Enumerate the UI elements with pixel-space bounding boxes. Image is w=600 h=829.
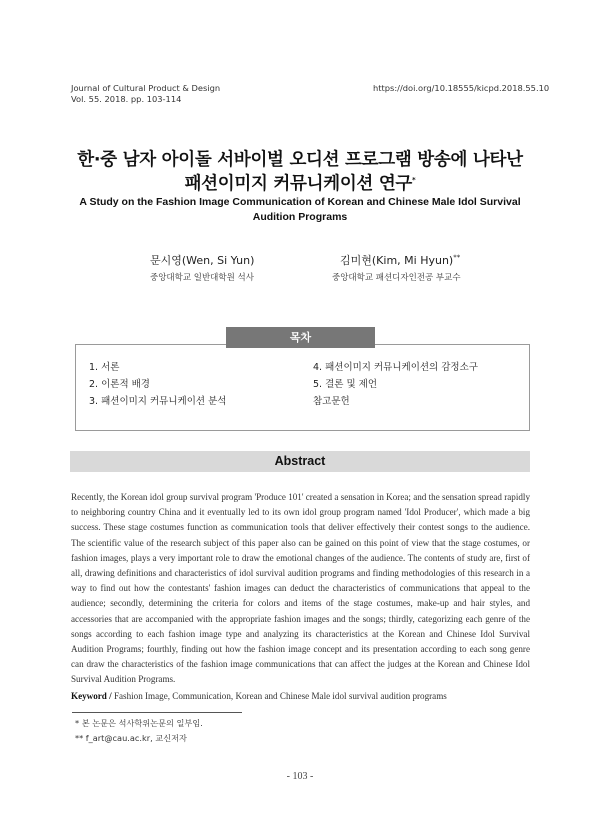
title-korean-line2-wrap [0,170,600,195]
journal-name: Journal of Cultural Product & Design [71,83,221,93]
footnote-2 [75,733,187,744]
author-2-footnote-mark: ** [453,253,461,262]
page-number: - 103 - [286,771,314,782]
toc-item-intro: 1. 서론 [89,362,120,373]
footnote-divider [72,712,242,713]
title-english: A Study on the Fashion Image Communication of Korean and Chinese Male Idol Survival Audition Programs [79,196,521,223]
footnote-1-text: 본 논문은 석사학위논문의 일부임. [81,718,203,728]
title-footnote-mark: * [412,176,416,185]
title-korean-line1: 한·중 남자 아이돌 서바이벌 오디션 프로그램 방송에 나타난 [77,150,523,170]
volume-pages: Vol. 55. 2018. pp. 103-114 [71,94,182,104]
keyword-text: Fashion Image, Communication, Korean and Chinese Male idol survival audition programs [113,691,447,701]
footnote-2-text: f_art@cau.ac.kr, 교신저자 [85,733,187,743]
footnote-1 [75,718,203,729]
toc-item-conclusion: 5. 결론 및 제언 [313,379,378,390]
abstract-body: Recently, the Korean idol group survival program 'Produce 101' created a sensation in Korea; and the sensation spread rapidly to neighboring country China and it eventually led to its own idol group program named 'Idol Producer', which made a big success. These stage costumes function as communication tools that deliver effectively their contest songs to the audience. The scientific value of the research subject of this paper also can be gained on this point of view that the stage costumes, or fashion images, plays a very important role to draw the emotional changes of the audience. The contents of study are, first of all, drawing definitions and characteristics of idol survival audition programs and finding methodologies of this research in a way to find out how the contestants' fashion images can deduct the characteristics of communications that appeal to the audience; secondly, determining the criteria for colors and items of the stage costumes, make-up and hair styles, and accessories that are accompanied with the appropriate fashion images and the songs; thirdly, categorizing each genre of the songs according to each fashion image type and analyzing its characteristics at the Korean and Chinese Idol Survival Audition Programs; fourthly, finding out how the fashion image concept and its presentation according to each song genre can draw the characteristics of the fashion image communications that can affect the judges at the Korean and Chinese Idol Survival Audition Programs. [71,492,530,685]
author-1-affiliation: 중앙대학교 일반대학원 석사 [150,273,254,283]
author-2-name: 김미현(Kim, Mi Hyun) [340,254,454,267]
toc-item-references: 참고문헌 [313,396,350,407]
keyword-label: Keyword / [71,691,112,701]
doi-link[interactable]: https://doi.org/10.18555/kicpd.2018.55.10 [373,83,550,93]
keyword-line [71,691,541,701]
abstract-heading-bar [70,451,530,472]
toc-item-theory: 2. 이론적 배경 [89,379,150,390]
author-1-name: 문시영(Wen, Si Yun) [150,254,255,267]
author-2-affiliation: 중앙대학교 패션디자인전공 부교수 [332,273,461,283]
footnote-2-mark: ** [75,733,84,743]
toc-label: 목차 [226,327,375,348]
toc-item-emotion: 4. 패션이미지 커뮤니케이션의 감정소구 [313,362,478,373]
footnote-1-mark: * [75,718,80,728]
abstract-heading: Abstract [274,454,326,468]
author-2-name-wrap [340,252,460,268]
toc-item-analysis: 3. 패션이미지 커뮤니케이션 분석 [89,396,227,407]
title-korean-line2: 패션이미지 커뮤니케이션 연구 [184,174,413,194]
